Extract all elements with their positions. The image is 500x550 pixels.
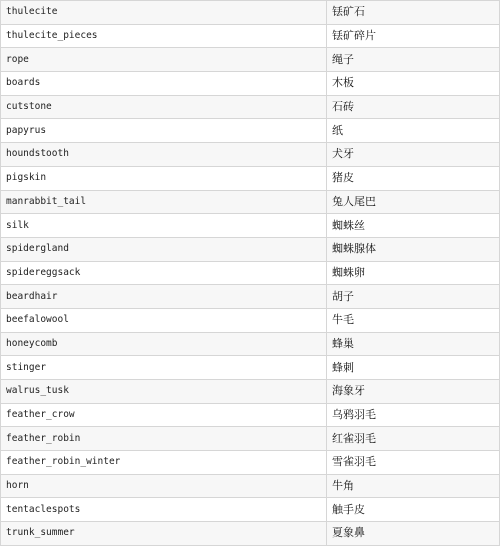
item-code-cell: feather_crow xyxy=(1,403,327,427)
table-row xyxy=(1,308,500,332)
item-name-cell: 蜘蛛腺体 xyxy=(327,237,500,261)
item-code-cell: papyrus xyxy=(1,119,327,143)
table-row xyxy=(1,332,500,356)
table-row xyxy=(1,356,500,380)
item-name-cell: 猪皮 xyxy=(327,166,500,190)
item-name-cell: 蜂巢 xyxy=(327,332,500,356)
table-row xyxy=(1,522,500,546)
table-row xyxy=(1,119,500,143)
item-name-cell: 触手皮 xyxy=(327,498,500,522)
table-row xyxy=(1,237,500,261)
table-body xyxy=(1,1,500,546)
item-code-cell: walrus_tusk xyxy=(1,380,327,404)
item-name-cell: 蜂刺 xyxy=(327,356,500,380)
item-name-cell: 胡子 xyxy=(327,285,500,309)
table-row xyxy=(1,451,500,475)
table-row xyxy=(1,498,500,522)
item-name-cell: 蜘蛛卵 xyxy=(327,261,500,285)
item-code-cell: trunk_summer xyxy=(1,522,327,546)
item-code-cell: stinger xyxy=(1,356,327,380)
item-name-cell: 海象牙 xyxy=(327,380,500,404)
item-name-cell: 犬牙 xyxy=(327,143,500,167)
table-row xyxy=(1,214,500,238)
item-code-cell: beefalowool xyxy=(1,308,327,332)
item-code-cell: beardhair xyxy=(1,285,327,309)
table-row xyxy=(1,474,500,498)
item-code-cell: tentaclespots xyxy=(1,498,327,522)
table-row xyxy=(1,261,500,285)
item-name-cell: 蜘蛛丝 xyxy=(327,214,500,238)
item-code-cell: cutstone xyxy=(1,95,327,119)
item-name-cell: 石砖 xyxy=(327,95,500,119)
table-row xyxy=(1,285,500,309)
item-code-cell: feather_robin_winter xyxy=(1,451,327,475)
item-name-cell: 兔人尾巴 xyxy=(327,190,500,214)
item-code-cell: silk xyxy=(1,214,327,238)
item-name-cell: 木板 xyxy=(327,72,500,96)
item-code-cell: honeycomb xyxy=(1,332,327,356)
table-row xyxy=(1,190,500,214)
item-name-cell: 铥矿石 xyxy=(327,1,500,25)
table-row xyxy=(1,143,500,167)
item-code-cell: boards xyxy=(1,72,327,96)
item-code-cell: horn xyxy=(1,474,327,498)
item-code-cell: houndstooth xyxy=(1,143,327,167)
table-row xyxy=(1,380,500,404)
table-row xyxy=(1,403,500,427)
item-code-cell: spidergland xyxy=(1,237,327,261)
item-name-cell: 雪雀羽毛 xyxy=(327,451,500,475)
item-name-cell: 夏象鼻 xyxy=(327,522,500,546)
item-code-cell: pigskin xyxy=(1,166,327,190)
item-name-cell: 绳子 xyxy=(327,48,500,72)
item-code-cell: feather_robin xyxy=(1,427,327,451)
item-name-cell: 牛毛 xyxy=(327,308,500,332)
item-code-cell: manrabbit_tail xyxy=(1,190,327,214)
item-name-cell: 红雀羽毛 xyxy=(327,427,500,451)
item-code-cell: thulecite xyxy=(1,1,327,25)
table-row xyxy=(1,24,500,48)
table-row xyxy=(1,166,500,190)
table-row xyxy=(1,72,500,96)
table-row xyxy=(1,95,500,119)
item-name-cell: 乌鸦羽毛 xyxy=(327,403,500,427)
table-row xyxy=(1,427,500,451)
item-name-cell: 纸 xyxy=(327,119,500,143)
table-row xyxy=(1,1,500,25)
table-row xyxy=(1,48,500,72)
item-code-cell: thulecite_pieces xyxy=(1,24,327,48)
item-code-cell: spidereggsack xyxy=(1,261,327,285)
item-name-cell: 牛角 xyxy=(327,474,500,498)
item-name-cell: 铥矿碎片 xyxy=(327,24,500,48)
item-code-cell: rope xyxy=(1,48,327,72)
